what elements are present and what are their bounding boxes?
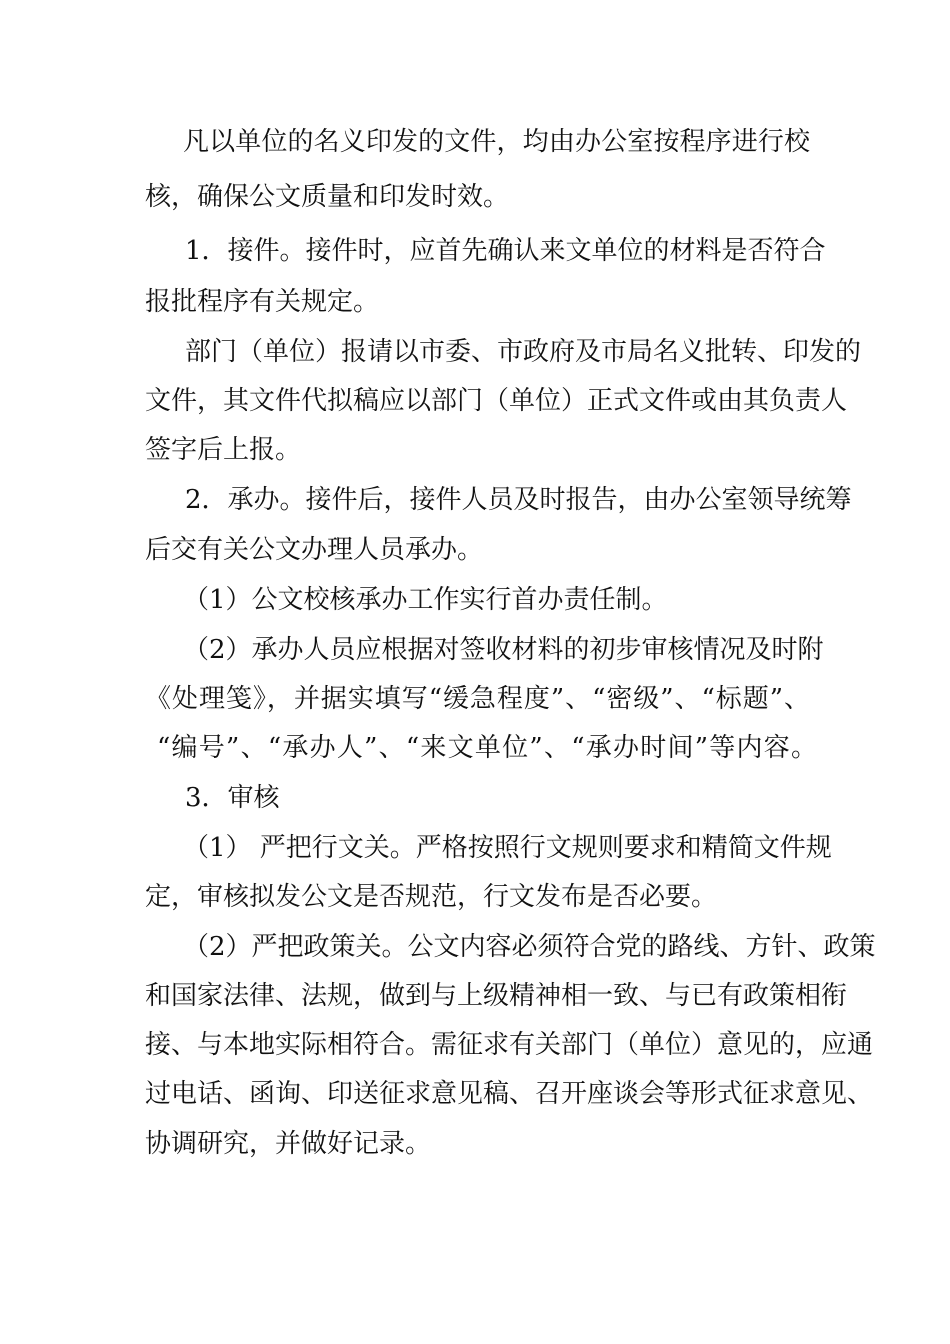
paragraph-line: 3．审核 bbox=[185, 783, 280, 813]
paragraph-line: 接、与本地实际相符合。需征求有关部门（单位）意见的，应通 bbox=[145, 1030, 874, 1060]
paragraph-line: 签字后上报。 bbox=[145, 435, 302, 465]
paragraph-line: （1） 严把行文关。严格按照行文规则要求和精简文件规 bbox=[183, 833, 832, 863]
paragraph-line: 报批程序有关规定。 bbox=[145, 287, 380, 317]
paragraph-line: “编号”、“承办人”、“来文单位”、“承办时间”等内容。 bbox=[157, 733, 817, 763]
paragraph-line: 协调研究，并做好记录。 bbox=[145, 1129, 432, 1159]
paragraph-line: 定，审核拟发公文是否规范，行文发布是否必要。 bbox=[145, 882, 718, 912]
paragraph-line: 过电话、函询、印送征求意见稿、召开座谈会等形式征求意见、 bbox=[145, 1079, 874, 1109]
paragraph-line: 文件，其文件代拟稿应以部门（单位）正式文件或由其负责人 bbox=[145, 386, 848, 416]
paragraph-line: （2）严把政策关。公文内容必须符合党的路线、方针、政策 bbox=[183, 932, 876, 962]
paragraph-line: 和国家法律、法规，做到与上级精神相一致、与已有政策相衔 bbox=[145, 981, 848, 1011]
paragraph-line: 2．承办。接件后，接件人员及时报告，由办公室领导统筹 bbox=[185, 485, 852, 515]
paragraph-line: （2）承办人员应根据对签收材料的初步审核情况及时附 bbox=[183, 635, 824, 665]
paragraph-line: （1）公文校核承办工作实行首办责任制。 bbox=[183, 585, 668, 615]
paragraph-line: 《处理笺》，并据实填写“缓急程度”、“密级”、“标题”、 bbox=[145, 684, 810, 714]
paragraph-line: 1．接件。接件时，应首先确认来文单位的材料是否符合 bbox=[185, 236, 826, 266]
paragraph-line: 核，确保公文质量和印发时效。 bbox=[145, 182, 510, 212]
paragraph-line: 部门（单位）报请以市委、市政府及市局名义批转、印发的 bbox=[185, 337, 862, 367]
paragraph-line: 凡以单位的名义印发的文件，均由办公室按程序进行校 bbox=[183, 127, 810, 157]
paragraph-line: 后交有关公文办理人员承办。 bbox=[145, 535, 484, 565]
